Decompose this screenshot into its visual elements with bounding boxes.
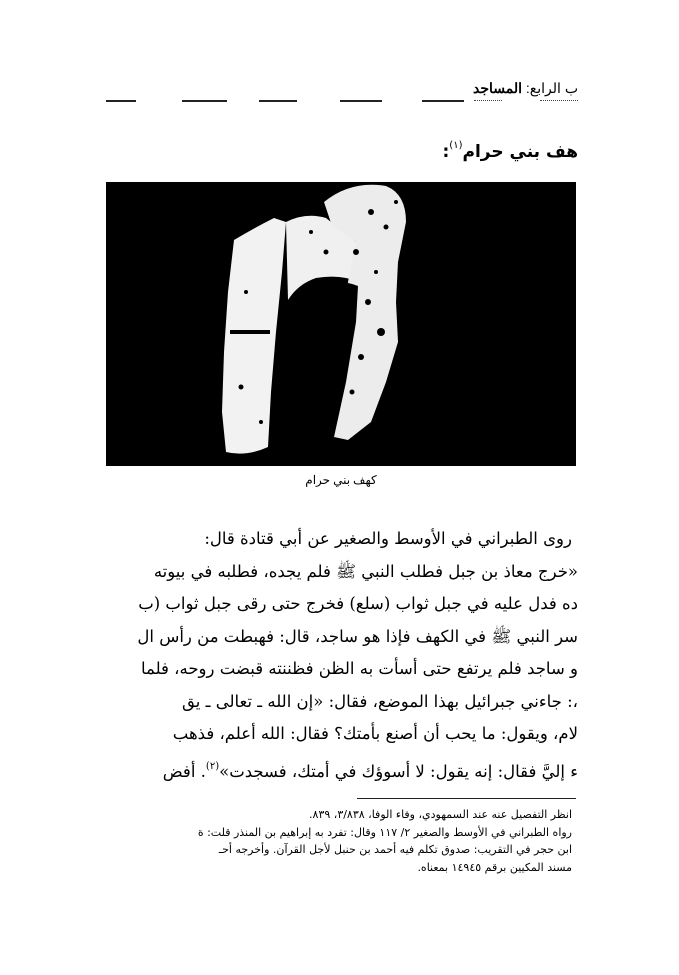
running-header: [473, 79, 578, 97]
body-line-2: «خرج معاذ بن جبل فطلب النبي ﷺ فلم يجده، فطلبه في بيوته: [153, 561, 578, 581]
chapter-prefix: ب الرابع:: [522, 80, 578, 96]
cave-photo: [106, 182, 576, 466]
footnote-1: انظر التفصيل عنه عند السمهودي، وفاء الوفا، ٣/٨٣٨، ٨٣٩.: [309, 808, 572, 821]
body-line-7: لام، ويقول: ما يحب أن أصنع بأمتك؟ فقال: الله أعلم، فذهب: [172, 724, 578, 743]
chapter-name: المساجد: [473, 80, 523, 96]
photo-caption: كهف بني حرام: [305, 473, 377, 487]
section-title-text: هف بني حرام: [462, 142, 578, 162]
footnotes: [100, 806, 572, 876]
footnote-2-line-1: رواه الطبراني في الأوسط والصغير ٢/ ١١٧ وقال: تفرد به إبراهيم بن المنذر قلت: ة: [197, 825, 572, 839]
footnote-separator: [357, 798, 576, 799]
section-title-colon: :: [442, 142, 450, 162]
body-line-1: روى الطبراني في الأوسط والصغير عن أبي قتادة قال:: [204, 529, 572, 548]
body-line-8: [100, 751, 578, 784]
body-line-4: سر النبي ﷺ في الكهف فإذا هو ساجد، قال: فهبطت من رأس ال: [137, 626, 578, 646]
body-line-5: و ساجد فلم يرتفع حتى أسأت به الظن فظننته قبضت روحه، فلما: [141, 659, 578, 678]
header-rule: [104, 100, 579, 102]
footnote-2-line-3: مسند المكيين برقم ١٤٩٤٥ بمعناه.: [417, 860, 572, 874]
body-line-3: ده فدل عليه في جبل ثواب (سلع) فخرج حتى رقى جبل ثواب (ب: [138, 594, 578, 613]
body-line-8-tail: . أفض: [162, 761, 206, 781]
footnote-ref-1: (١): [449, 140, 463, 151]
footnote-ref-2: (٢): [205, 760, 220, 772]
footnote-2-line-2: ابن حجر في التقريب: صدوق تكلم فيه أحمد بن حنبل لأجل القرآن. وأخرجه أحـ: [218, 843, 572, 856]
body-text: [100, 523, 578, 783]
section-title: [442, 134, 578, 164]
body-line-6: ،: جاءني جبرائيل بهذا الموضع، فقال: «إن الله ـ تعالى ـ يق: [182, 691, 578, 711]
body-line-8-text: ء إليَّ فقال: إنه يقول: لا أسوؤك في أمتك، فسجدت»: [219, 761, 578, 781]
